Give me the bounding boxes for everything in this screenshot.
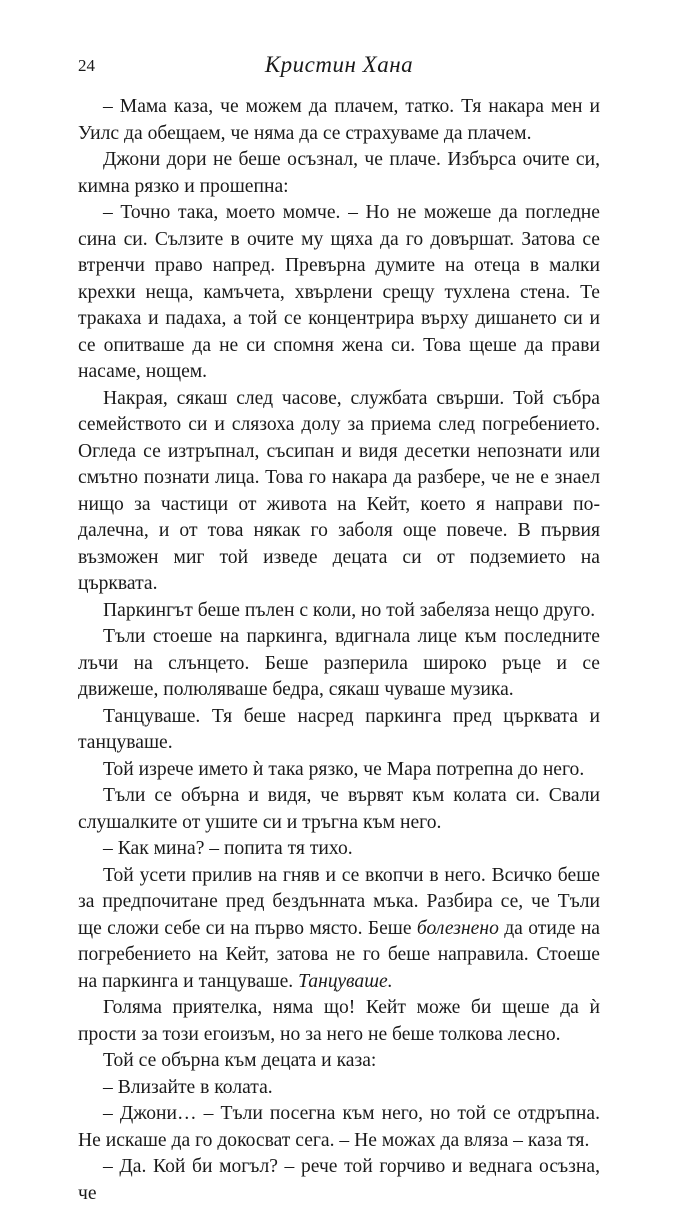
paragraph-with-emphasis — [78, 863, 600, 996]
paragraph: Той се обърна към децата и каза: — [103, 1050, 377, 1071]
paragraph: – Точно така, моето момче. – Но не можеше да погледне сина си. Сълзите в очите му щяха да го довършат. Затова се втренчи право напред. Превърна думите на отеца в малки крехки неща, камъчета, хвърлени срещу тухлена стена. Те тракаха и падаха, а той се концентрира върху дишането си и се опитваше да не си спомня жена си. Това щеше да прави насаме, нощем. — [78, 202, 600, 382]
paragraph: Накрая, сякаш след часове, службата свърши. Той събра семейството си и слязоха долу за приема след погребението. Огледа се изтръпнал, съсипан и видя десетки непознати или смътно познати лица. Това го накара да разбере, че не е знаел нищо за частици от живота на Кейт, което я направи по-далечна, и от това някак го заболя още повече. В първия възможен миг той изведе децата си от подземието на църквата. — [78, 387, 600, 594]
paragraph: Тъли се обърна и видя, че вървят към колата си. Свали слушалките от ушите си и тръгна към него. — [78, 785, 600, 833]
page-header — [78, 52, 600, 82]
paragraph: Джони дори не беше осъзнал, че плаче. Избърса очите си, кимна рязко и прошепна: — [78, 149, 600, 197]
paragraph: Паркингът беше пълен с коли, но той забеляза нещо друго. — [103, 599, 596, 621]
emphasis-text: Танцуваше. — [298, 970, 393, 992]
paragraph: – Влизайте в колата. — [103, 1076, 273, 1098]
paragraph: – Мама каза, че можем да плачем, татко. Тя накара мен и Уилс да обещаем, че няма да се страхуваме да плачем. — [78, 96, 600, 144]
paragraph-text-segment: Той усети прилив на гняв и се вкопчи в него. Всичко беше за предпочитане пред бездънната мъка. Разбира се, че Тъли ще сложи себе си на първо място. Беше — [78, 864, 600, 939]
running-head-author: Кристин Хана — [264, 52, 414, 77]
body-text — [78, 94, 600, 1207]
paragraph: – Как мина? – попита тя тихо. — [103, 838, 353, 859]
paragraph: – Да. Кой би могъл? – рече той горчиво и веднага осъзна, че — [78, 1156, 600, 1204]
paragraph: – Джони… – Тъли посегна към него, но той се отдръпна. Не искаше да го докосват сега. – Не можах да вляза – каза тя. — [78, 1103, 600, 1151]
paragraph: Той изрече името ѝ така рязко, че Мара потрепна до него. — [103, 758, 585, 780]
emphasis-text: болезнено — [416, 917, 499, 939]
book-page — [78, 52, 600, 1207]
paragraph: Танцуваше. Тя беше насред паркинга пред църквата и танцуваше. — [78, 705, 600, 753]
paragraph: Тъли стоеше на паркинга, вдигнала лице към последните лъчи на слънцето. Беше разперила широко ръце и се движеше, полюляваше бедра, сякаш чуваше музика. — [78, 626, 600, 700]
page-number: 24 — [78, 56, 95, 75]
paragraph-text-segment: да отиде на погребението на Кейт, затова не го беше направила. Стоеше на паркинга и танцуваше. — [78, 917, 601, 992]
paragraph: Голяма приятелка, няма що! Кейт може би щеше да ѝ прости за този егоизъм, но за него не беше толкова лесно. — [78, 997, 600, 1045]
